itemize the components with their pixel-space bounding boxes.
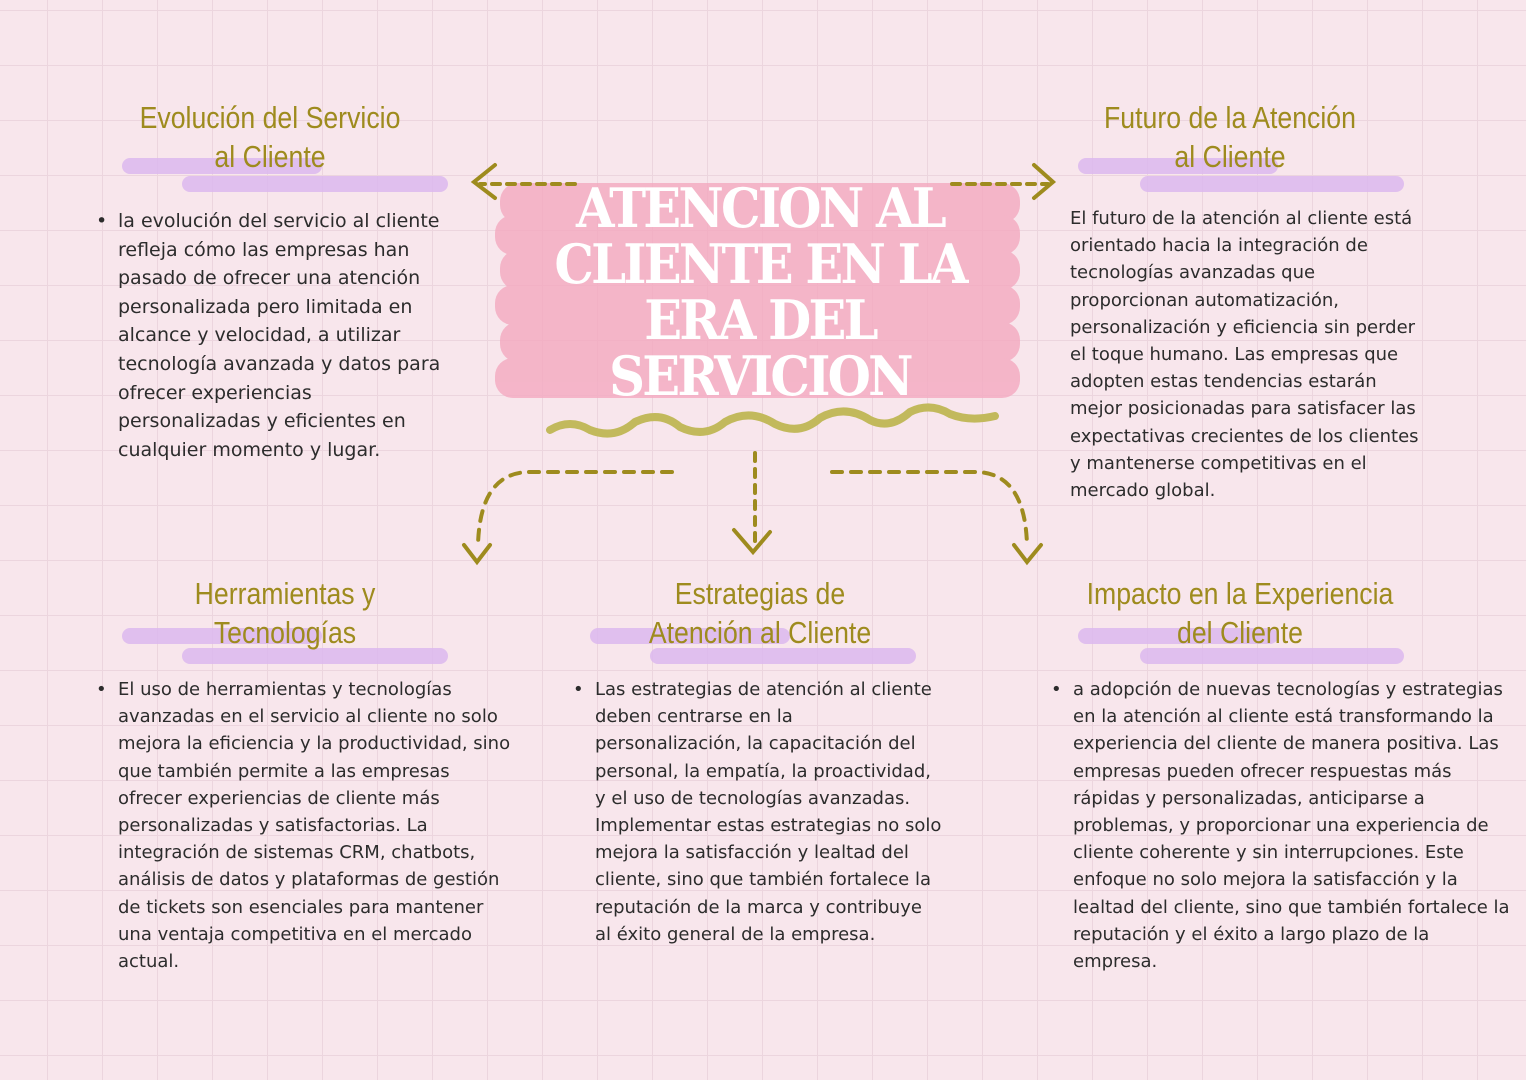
main-title: ATENCION AL CLIENTE EN LA ERA DEL SERVICION xyxy=(554,176,966,408)
heading-impacto: Impacto en la Experiencia del Cliente xyxy=(1086,576,1394,650)
arrow-right-head-icon xyxy=(1034,165,1053,198)
arrow-down-right xyxy=(832,472,1027,545)
heading-estrategias: Estrategias de Atención al Cliente xyxy=(648,576,872,650)
heading-herramientas: Herramientas y Tecnologías xyxy=(194,576,376,650)
heading-underline xyxy=(182,176,448,192)
arrow-down-right-head-icon xyxy=(1014,545,1041,562)
text-impacto: • a adopción de nuevas tecnologías y estrategias en la atención al cliente está transformando la experiencia del cliente de manera positiva. Las empresas pueden ofrecer respuestas más rápidas y personalizadas, anticiparse a problemas, y proporcionar una experiencia de cliente coherente y sin interrupciones. Este enfoque no solo mejora la satisfacción y la lealtad del cliente, sino que también fortalece la reputación y el éxito a largo plazo de la empresa. xyxy=(1051,676,1511,975)
arrow-down-left xyxy=(478,472,672,545)
text-futuro: El futuro de la atención al cliente está orientado hacia la integración de tecnologías avanzadas que proporcionan automatización, personalización y eficiencia sin perder el toque humano. Las empresas que adopten estas tendencias estarán mejor posicionadas para satisfacer las expectativas crecientes de los clientes y mantenerse competitivas en el mercado global. xyxy=(1070,208,1419,502)
arrow-down-left-head-icon xyxy=(464,545,490,562)
text-estrategias: • Las estrategias de atención al cliente deben centrarse en la personalización, la capacitación del personal, la empatía, la proactividad, y el uso de tecnologías avanzadas. Implementar estas estrategias no solo mejora la satisfacción y lealtad del cliente, sino que también fortalece la reputación de la marca y contribuye al éxito general de la empresa. xyxy=(573,676,943,948)
heading-evolucion: Evolución del Servicio al Cliente xyxy=(139,100,401,174)
text-herramientas: • El uso de herramientas y tecnologías avanzadas en el servicio al cliente no solo mejora la eficiencia y la productividad, sino que también permite a las empresas ofrecer experiencias de cliente más personalizadas y satisfactorias. La integración de sistemas CRM, chatbots, análisis de datos y plataformas de gestión de tickets son esenciales para mantener una ventaja competitiva en el mercado actual. xyxy=(96,676,516,975)
heading-underline xyxy=(1140,176,1404,192)
arrow-down-center-head-icon xyxy=(734,530,770,552)
squiggle-underline xyxy=(550,407,995,433)
heading-futuro: Futuro de la Atención al Cliente xyxy=(1104,100,1356,174)
text-evolucion: • la evolución del servicio al cliente refleja cómo las empresas han pasado de ofrecer una atención personalizada pero limitada en alcance y velocidad, a utilizar tecnología avanzada y datos para ofrecer experiencias personalizadas y eficientes en cualquier momento y lugar. xyxy=(96,207,456,464)
arrow-left-head-icon xyxy=(474,165,495,198)
